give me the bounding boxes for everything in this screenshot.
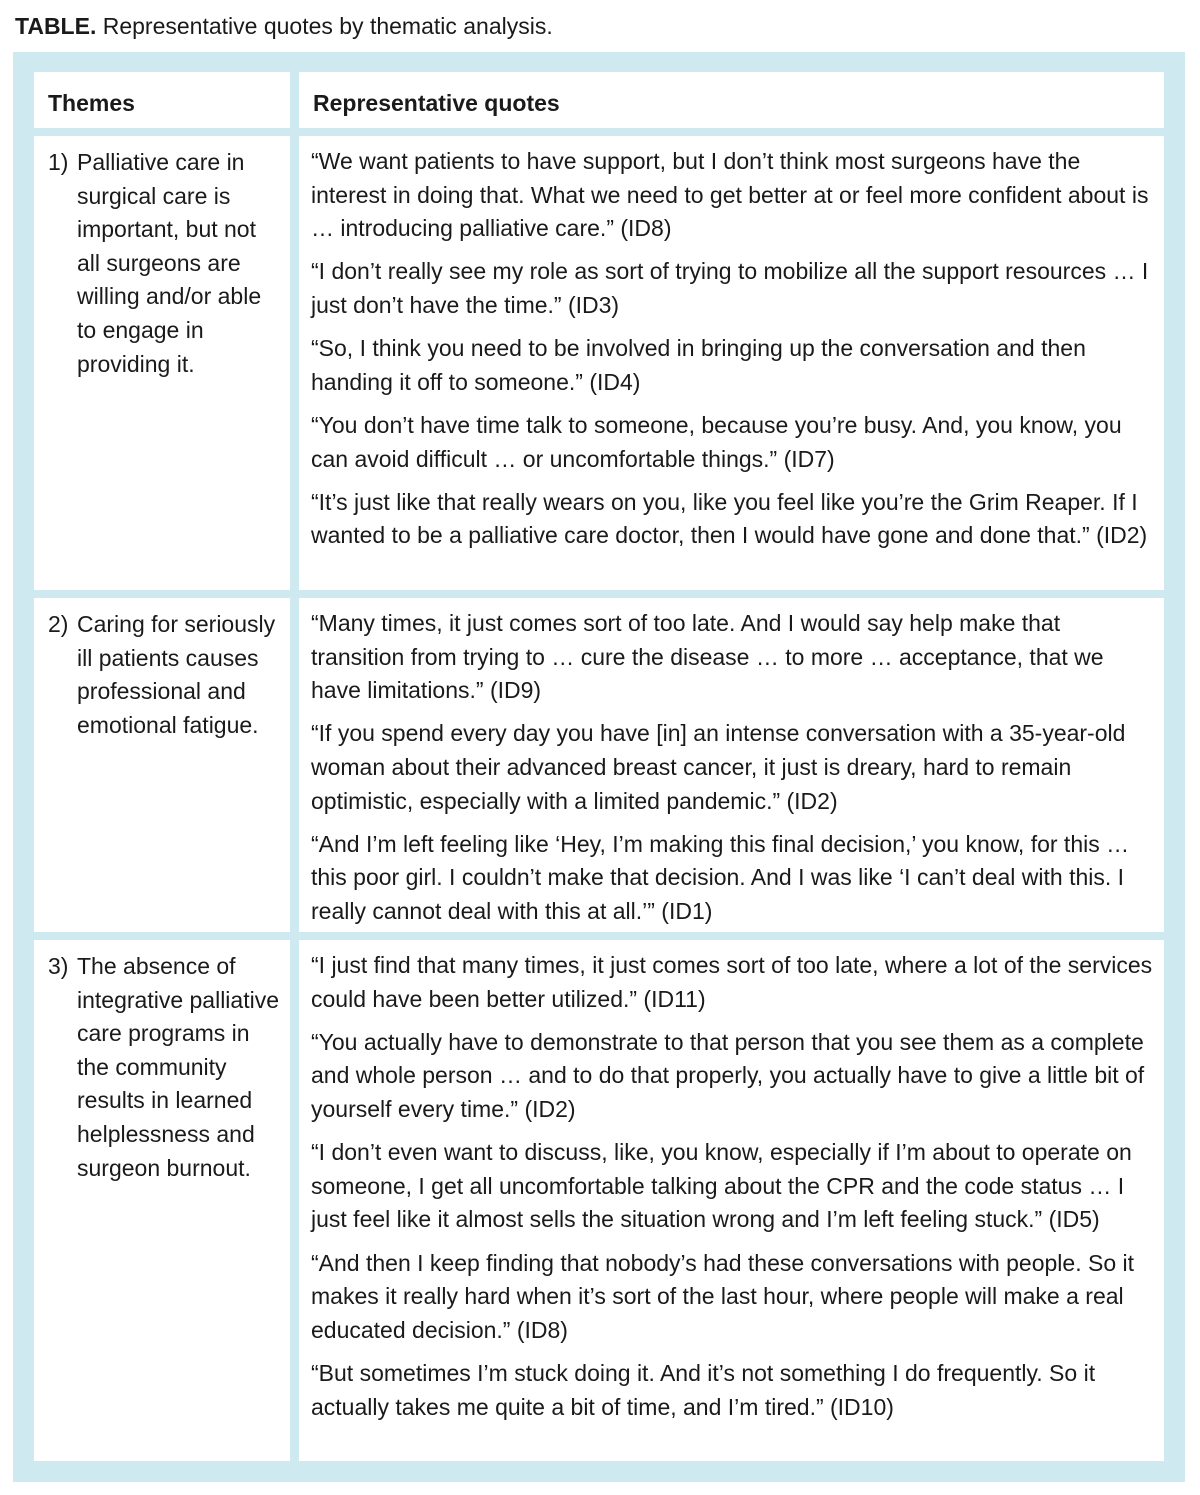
theme-text: Palliative care in surgical care is important, but not all surgeons are willing and/or able to engage in providing it.: [77, 149, 262, 377]
quote: “You actually have to demonstrate to that person that you see them as a complete and whole person … and to do that properly, you actually have to give a little bit of yourself every time.” (ID2): [311, 1028, 1145, 1122]
quote: “If you spend every day you have [in] an intense conversation with a 35-year-old woman about their advanced breast cancer, it just is dreary, hard to remain optimistic, especially with a limited pandemic.” (ID2): [311, 720, 1126, 814]
caption-label: TABLE.: [15, 13, 97, 39]
quote: “Many times, it just comes sort of too late. And I would say help make that transition from trying to … cure the disease … to more … acceptance, that we have limitations.” (ID9): [311, 610, 1104, 704]
quote: “You don’t have time talk to someone, because you’re busy. And, you know, you can avoid difficult … or uncomfortable things.” (ID7): [311, 411, 1122, 472]
quote: “But sometimes I’m stuck doing it. And it’s not something I do frequently. So it actually takes me quite a bit of time, and I’m tired.” (ID10): [311, 1359, 1096, 1420]
quote: “I just find that many times, it just comes sort of too late, where a lot of the services could have been better utilized.” (ID11): [311, 952, 1153, 1012]
quotes-cell: [299, 598, 1164, 932]
quote: “So, I think you need to be involved in bringing up the conversation and then handing it off to someone.” (ID4): [311, 335, 1086, 395]
quote: “We want patients to have support, but I don’t think most surgeons have the interest in doing that. What we need to get better at or feel more confident about is … introducing palliative care.” (ID8): [311, 148, 1149, 242]
header-themes: Themes: [34, 72, 290, 128]
theme-text: The absence of integrative palliative care programs in the community results in learned helplessness and surgeon burnout.: [77, 953, 280, 1181]
quote: “I don’t really see my role as sort of trying to mobilize all the support resources … I just don’t have the time.” (ID3): [311, 258, 1149, 318]
caption-text: Representative quotes by thematic analysis.: [96, 13, 553, 39]
quote: “And I’m left feeling like ‘Hey, I’m making this final decision,’ you know, for this … this poor girl. I couldn’t make that decision. And I was like ‘I can’t deal with this. I really cannot deal with this at all.’” (ID1): [311, 830, 1130, 924]
theme-cell: [34, 136, 290, 590]
theme-number: 2): [48, 611, 69, 637]
theme-text: Caring for seriously ill patients causes professional and emotional fatigue.: [77, 611, 276, 738]
table-caption: [15, 8, 553, 44]
quote: “I don’t even want to discuss, like, you know, especially if I’m about to operate on someone, I get all uncomfortable talking about the CPR and the code status … I just feel like it almost sells the situation wrong and I’m left feeling stuck.” (ID5): [311, 1139, 1132, 1233]
quote: “It’s just like that really wears on you, like you feel like you’re the Grim Reaper. If I wanted to be a palliative care doctor, then I would have gone and done that.” (ID2): [311, 488, 1148, 549]
header-quotes: Representative quotes: [299, 72, 1164, 128]
theme-cell: [34, 940, 290, 1461]
theme-number: 3): [48, 953, 69, 979]
theme-number: 1): [48, 149, 69, 175]
table: [13, 52, 1185, 1482]
quotes-cell: [299, 940, 1164, 1461]
quotes-cell: [299, 136, 1164, 590]
theme-cell: [34, 598, 290, 932]
quote: “And then I keep finding that nobody’s had these conversations with people. So it makes it really hard when it’s sort of the last hour, where people will make a real educated decision.” (ID8): [311, 1249, 1135, 1343]
